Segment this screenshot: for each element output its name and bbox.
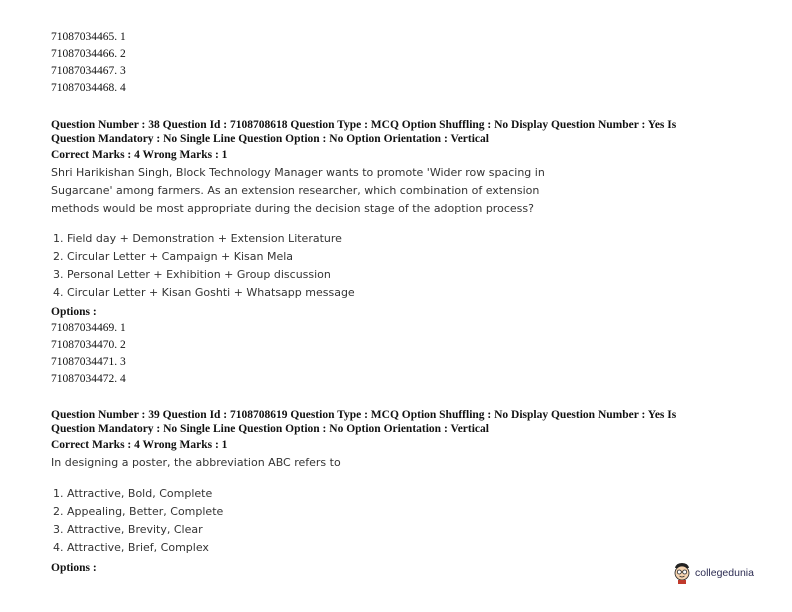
question-38-options-label: Options :: [51, 306, 97, 318]
question-39-text-line: In designing a poster, the abbreviation ABC refers to: [51, 456, 341, 469]
question-38-text-line: Shri Harikishan Singh, Block Technology Manager wants to promote 'Wider row spacing in: [51, 166, 545, 179]
question-38-choice: 3. Personal Letter + Exhibition + Group discussion: [53, 268, 331, 281]
option-id: 71087034471. 3: [51, 356, 126, 368]
option-id: 71087034470. 2: [51, 339, 126, 351]
option-id: 71087034469. 1: [51, 322, 126, 334]
mascot-face-icon: [672, 562, 692, 584]
question-38-marks: Correct Marks : 4 Wrong Marks : 1: [51, 149, 228, 161]
question-39-options-label: Options :: [51, 562, 97, 574]
option-id: 71087034468. 4: [51, 82, 126, 94]
question-39-marks: Correct Marks : 4 Wrong Marks : 1: [51, 439, 228, 451]
question-39-header-line2: Question Mandatory : No Single Line Question Option : No Option Orientation : Vertical: [51, 423, 489, 435]
option-id: 71087034472. 4: [51, 373, 126, 385]
collegedunia-watermark: [672, 560, 768, 586]
question-39-choice: 2. Appealing, Better, Complete: [53, 505, 224, 518]
option-id: 71087034466. 2: [51, 48, 126, 60]
question-38-header-line2: Question Mandatory : No Single Line Question Option : No Option Orientation : Vertical: [51, 133, 489, 145]
option-id: 71087034467. 3: [51, 65, 126, 77]
question-38-text-line: Sugarcane' among farmers. As an extension researcher, which combination of extension: [51, 184, 540, 197]
question-39-header-line1: Question Number : 39 Question Id : 7108708619 Question Type : MCQ Option Shuffling : No Display Question Number : Yes Is: [51, 409, 677, 421]
question-38-choice: 1. Field day + Demonstration + Extension Literature: [53, 232, 342, 245]
question-39-choice: 3. Attractive, Brevity, Clear: [53, 523, 203, 536]
question-39-choice: 1. Attractive, Bold, Complete: [53, 487, 213, 500]
question-38-choice: 2. Circular Letter + Campaign + Kisan Mela: [53, 250, 294, 263]
watermark-name: collegedunia: [695, 566, 754, 579]
question-39-choice: 4. Attractive, Brief, Complex: [53, 541, 209, 554]
question-38-text-line: methods would be most appropriate during the decision stage of the adoption process?: [51, 202, 534, 215]
question-38-choice: 4. Circular Letter + Kisan Goshti + Whatsapp message: [53, 286, 355, 299]
question-38-header-line1: Question Number : 38 Question Id : 7108708618 Question Type : MCQ Option Shuffling : No Display Question Number : Yes Is: [51, 119, 677, 131]
option-id: 71087034465. 1: [51, 31, 126, 43]
